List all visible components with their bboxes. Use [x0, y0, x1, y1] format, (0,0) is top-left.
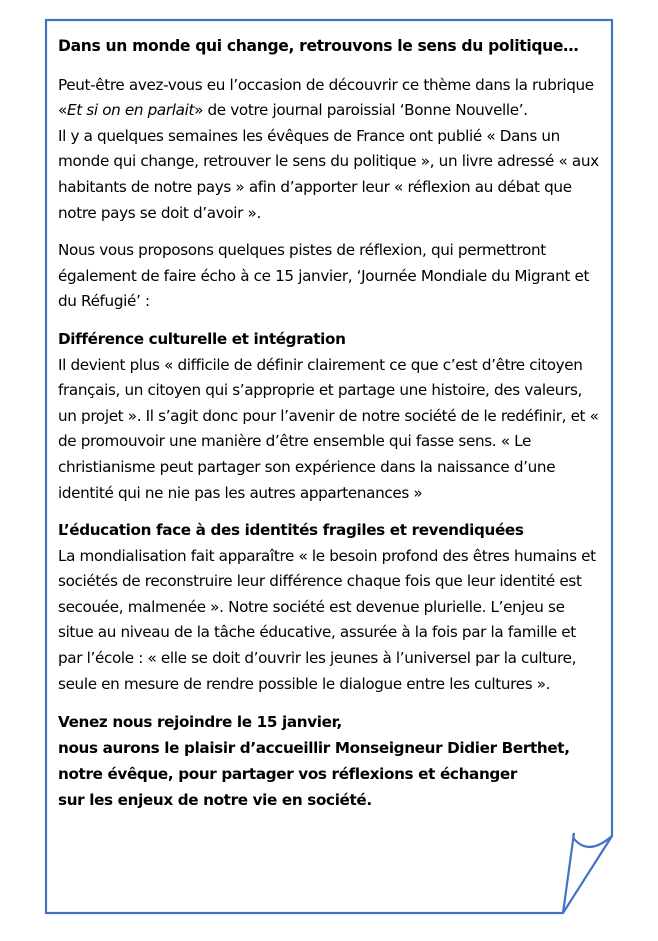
closing-line: nous aurons le plaisir d’accueillir Monseigneur Didier Berthet, — [58, 739, 570, 758]
section-body: Il devient plus « difficile de définir clairement ce que c’est d’être citoyen français, un citoyen qui s’approprie et partage une histoire, des valeurs, un projet ». Il s’agit donc pour l’avenir de notre société de le redéfinir, et « de promouvoir une manière d’être ensemble qui fasse sens. « Le christianisme peut partager son expérience dans la naissance d’une identité qui ne nie pas les autres appartenances » — [58, 355, 599, 502]
document-body — [58, 34, 603, 813]
section-heading: Différence culturelle et intégration — [58, 329, 346, 348]
closing-line: sur les enjeux de notre vie en société. — [58, 791, 372, 810]
rubric-name: Et si on en parlait — [66, 101, 195, 120]
section-heading: L’éducation face à des identités fragiles et revendiquées — [58, 521, 524, 540]
closing-invitation — [58, 709, 603, 813]
intro-text-pre: Peut-être avez-vous eu l’occasion de découvrir ce thème dans la rubrique « — [58, 75, 594, 120]
document-title: Dans un monde qui change, retrouvons le sens du politique… — [58, 37, 579, 55]
section-integration — [58, 327, 603, 506]
section-education — [58, 518, 603, 697]
intro-text-post: » de votre journal paroissial ‘Bonne Nouvelle’. — [194, 101, 528, 120]
proposal-block — [58, 238, 603, 315]
intro-paragraph — [58, 73, 603, 124]
intro-block — [58, 73, 603, 227]
closing-line: Venez nous rejoindre le 15 janvier, — [58, 713, 342, 732]
proposal-paragraph: Nous vous proposons quelques pistes de réflexion, qui permettront également de faire écho à ce 15 janvier, ‘Journée Mondiale du Migrant et du Réfugié’ : — [58, 241, 590, 311]
closing-line: notre évêque, pour partager vos réflexions et échanger — [58, 765, 518, 784]
bishops-paragraph: Il y a quelques semaines les évêques de France ont publié « Dans un monde qui change, retrouver le sens du politique », un livre adressé « aux habitants de notre pays » afin d’apporter leur « réflexion au débat que notre pays se doit d’avoir ». — [58, 126, 599, 222]
section-body: La mondialisation fait apparaître « le besoin profond des êtres humains et sociétés de reconstruire leur différence chaque fois que leur identité est secouée, malmenée ». Notre société est devenue plurielle. L’enjeu se situe au niveau de la tâche éducative, assurée à la fois par la famille et par l’école : « elle se doit d’ouvrir les jeunes à l’universel par la culture, seule en mesure de rendre possible le dialogue entre les cultures ». — [58, 546, 596, 693]
